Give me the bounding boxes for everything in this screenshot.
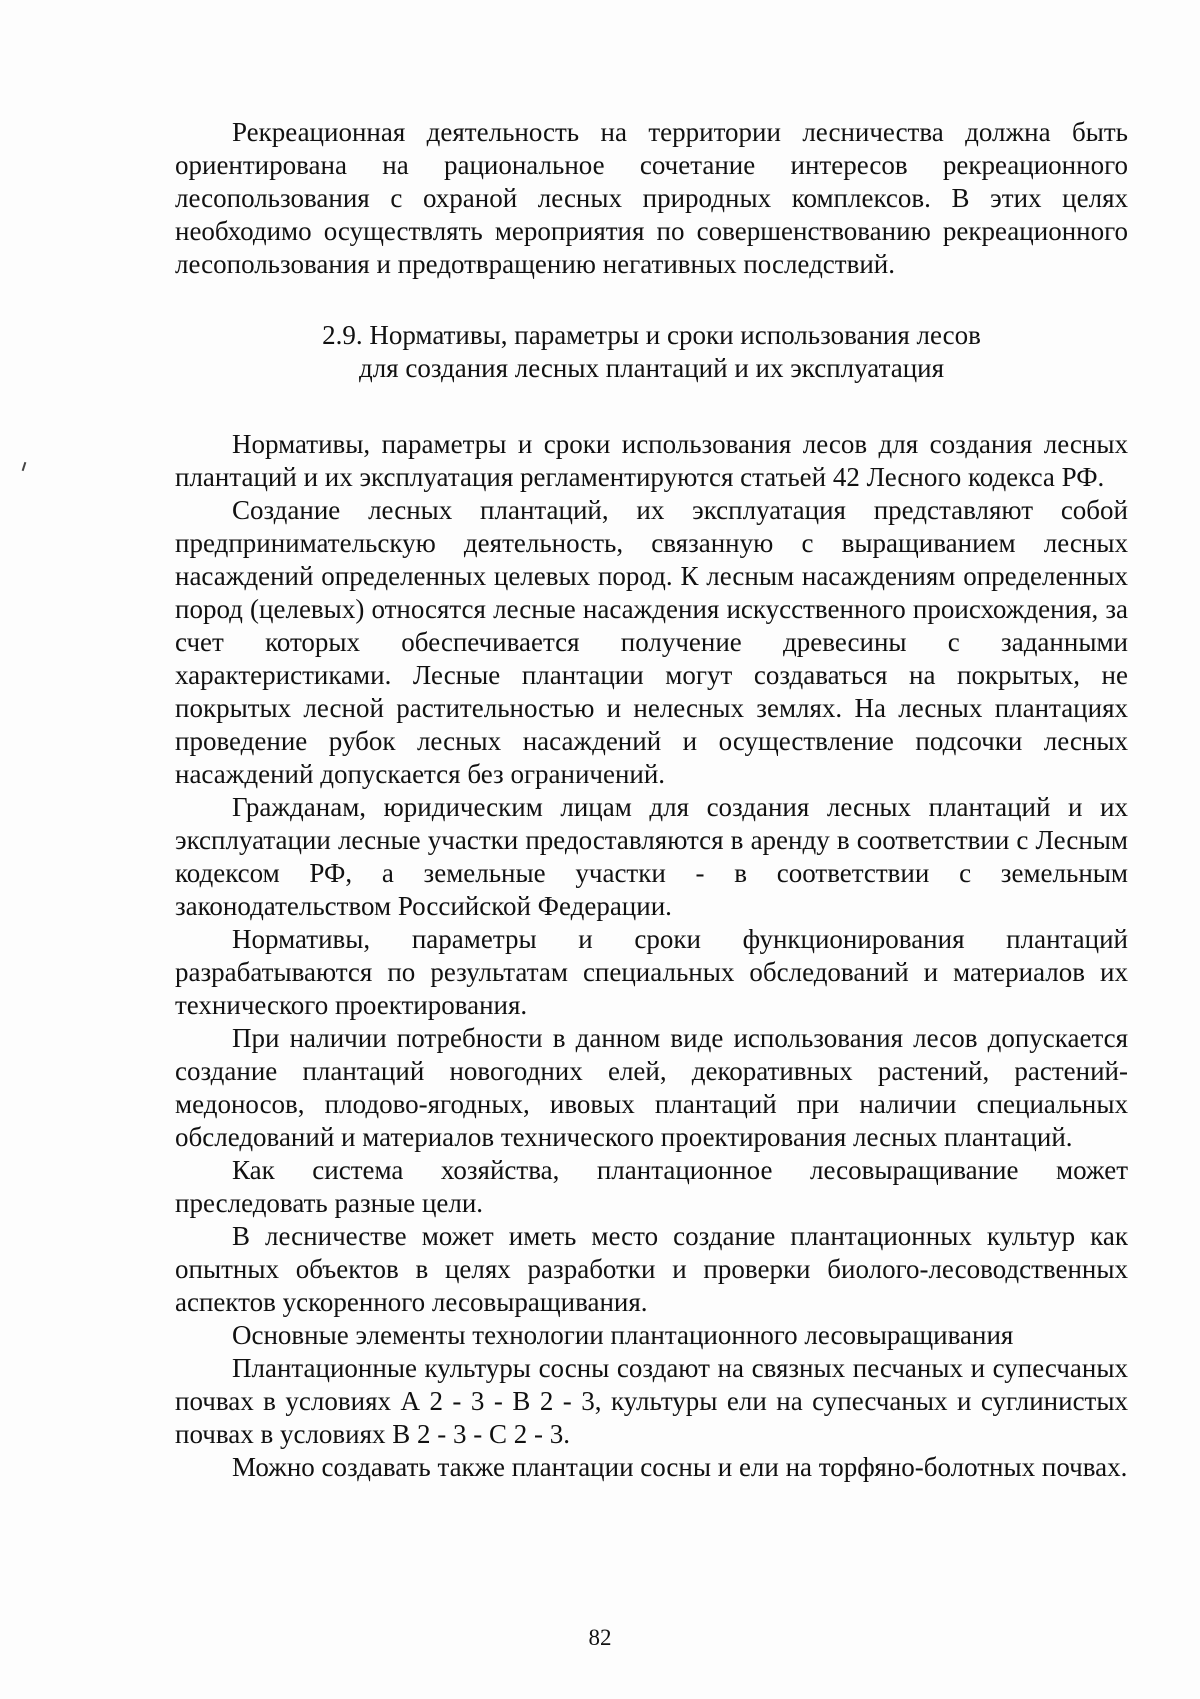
paragraph-functioning-norms: Нормативы, параметры и сроки функционирования плантаций разрабатываются по результатам специальных обследований и материалов их технического проектирования. bbox=[175, 924, 1128, 1020]
paragraph-recreation: Рекреационная деятельность на территории лесничества должна быть ориентирована на рациональное сочетание интересов рекреационного лесопользования с охраной лесных природных комплексов. В этих целях необходимо осуществлять мероприятия по совершенствованию рекреационного лесопользования и предотвращению негативных последствий. bbox=[175, 117, 1128, 279]
paragraph-plantation-creation: Создание лесных плантаций, их эксплуатация представляют собой предпринимательскую деятельность, связанную с выращиванием лесных насаждений определенных целевых пород. К лесным насаждениям определенных пород (целевых) относятся лесные насаждения искусственного происхождения, за счет которых обеспечивается получение древесины с заданными характеристиками. Лесные плантации могут создаваться на покрытых, не покрытых лесной растительностью и нелесных землях. На лесных плантациях проведение рубок лесных насаждений и осуществление подсочки лесных насаждений допускается без ограничений. bbox=[175, 495, 1128, 789]
page-content bbox=[175, 116, 1128, 1484]
paragraph-peat-soils: Можно создавать также плантации сосны и ели на торфяно-болотных почвах. bbox=[232, 1452, 1128, 1482]
paragraph-technology-elements: Основные элементы технологии плантационного лесовыращивания bbox=[232, 1320, 1014, 1350]
paragraph-special-plantations: При наличии потребности в данном виде использования лесов допускается создание плантаций новогодних елей, декоративных растений, растений-медоносов, плодово-ягодных, ивовых плантаций при наличии специальных обследований и материалов технического проектирования лесных плантаций. bbox=[175, 1023, 1128, 1152]
scan-speck bbox=[22, 462, 27, 471]
paragraph-experimental-objects: В лесничестве может иметь место создание плантационных культур как опытных объектов в целях разработки и проверки биолого-лесоводственных аспектов ускоренного лесовыращивания. bbox=[175, 1221, 1128, 1317]
paragraph-lease: Гражданам, юридическим лицам для создания лесных плантаций и их эксплуатации лесные участки предоставляются в аренду в соответствии с Лесным кодексом РФ, а земельные участки - в соответствии с земельным законодательством Российской Федерации. bbox=[175, 792, 1128, 921]
page-number: 82 bbox=[588, 1625, 612, 1650]
section-heading-line-2: для создания лесных плантаций и их эксплуатация bbox=[358, 353, 945, 383]
paragraph-pine-spruce-cultures: Плантационные культуры сосны создают на связных песчаных и супесчаных почвах в условиях А 2 - 3 - В 2 - 3, культуры ели на супесчаных и суглинистых почвах в условиях В 2 - 3 - С 2 - 3. bbox=[175, 1353, 1128, 1449]
section-heading bbox=[175, 319, 1128, 385]
section-heading-line-1: 2.9. Нормативы, параметры и сроки использования лесов bbox=[322, 320, 981, 350]
paragraph-management-system: Как система хозяйства, плантационное лесовыращивание может преследовать разные цели. bbox=[175, 1155, 1128, 1218]
paragraph-norms: Нормативы, параметры и сроки использования лесов для создания лесных плантаций и их эксплуатация регламентируются статьей 42 Лесного кодекса РФ. bbox=[175, 429, 1128, 492]
